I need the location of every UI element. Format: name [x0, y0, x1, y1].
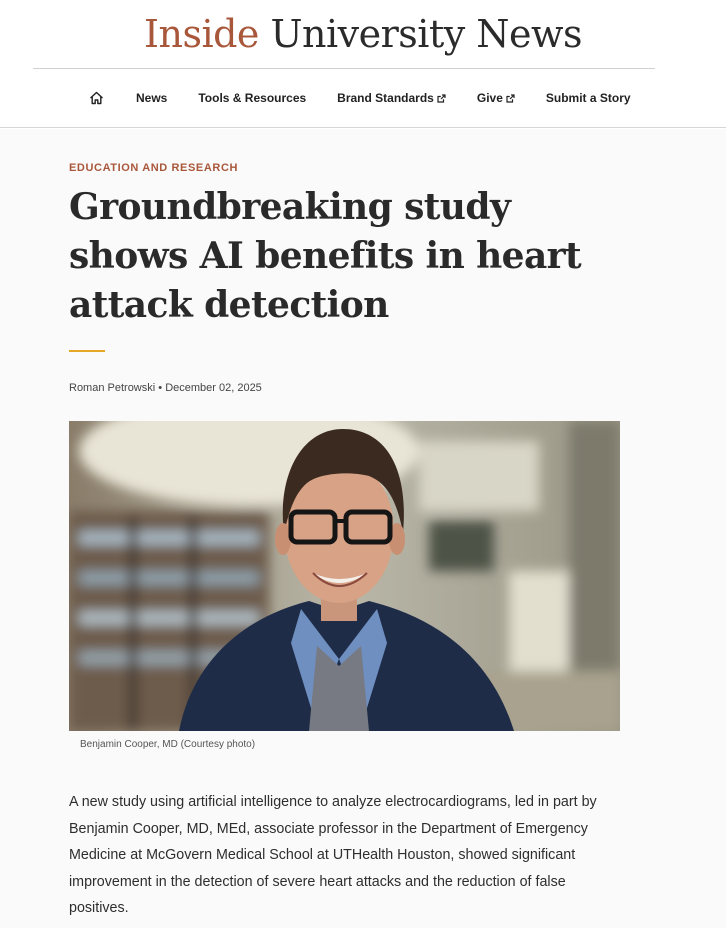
photo-caption: Benjamin Cooper, MD (Courtesy photo)	[80, 739, 256, 750]
byline-separator: •	[158, 382, 163, 394]
nav-item-brand-standards[interactable]	[337, 91, 446, 105]
article	[0, 129, 726, 928]
article-body-paragraph: A new study using artificial intelligence to analyze electrocardiograms, led in part by Benjamin Cooper, MD, MEd, associate professor in the Department of Emergency Medicine at McGovern Medical School at UTHealth Houston, showed significant improvement in the detection of severe heart attacks and the reduction of false positives.	[69, 794, 597, 916]
author-name[interactable]: Roman Petrowski	[69, 382, 156, 394]
nav-home[interactable]	[89, 91, 104, 105]
portrait-image	[69, 421, 620, 731]
nav-item-label: Give	[476, 91, 503, 105]
nav-item-label: Brand Standards	[337, 91, 434, 105]
article-category[interactable]: EDUCATION AND RESEARCH	[69, 162, 239, 174]
nav-item-give[interactable]	[477, 91, 515, 105]
external-link-icon	[506, 94, 515, 103]
nav-item-submit-story[interactable]	[546, 91, 631, 105]
nav-item-label: Submit a Story	[545, 91, 631, 105]
masthead	[0, 0, 726, 68]
nav-item-news[interactable]	[136, 91, 167, 105]
byline	[69, 382, 262, 394]
site-title[interactable]	[144, 12, 582, 56]
article-headline: Groundbreaking study shows AI benefits in heart attack detection	[69, 186, 582, 326]
home-icon	[89, 91, 104, 105]
article-photo	[69, 421, 620, 731]
nav-item-tools-resources[interactable]	[198, 91, 306, 105]
site-title-rest: University News	[270, 12, 583, 56]
main-nav	[0, 69, 726, 128]
publish-date: December 02, 2025	[165, 382, 262, 394]
external-link-icon	[437, 94, 446, 103]
headline-accent-rule	[69, 350, 105, 352]
nav-item-label: News	[136, 91, 168, 105]
nav-item-label: Tools & Resources	[198, 91, 307, 105]
site-title-accent: Inside	[143, 12, 259, 56]
